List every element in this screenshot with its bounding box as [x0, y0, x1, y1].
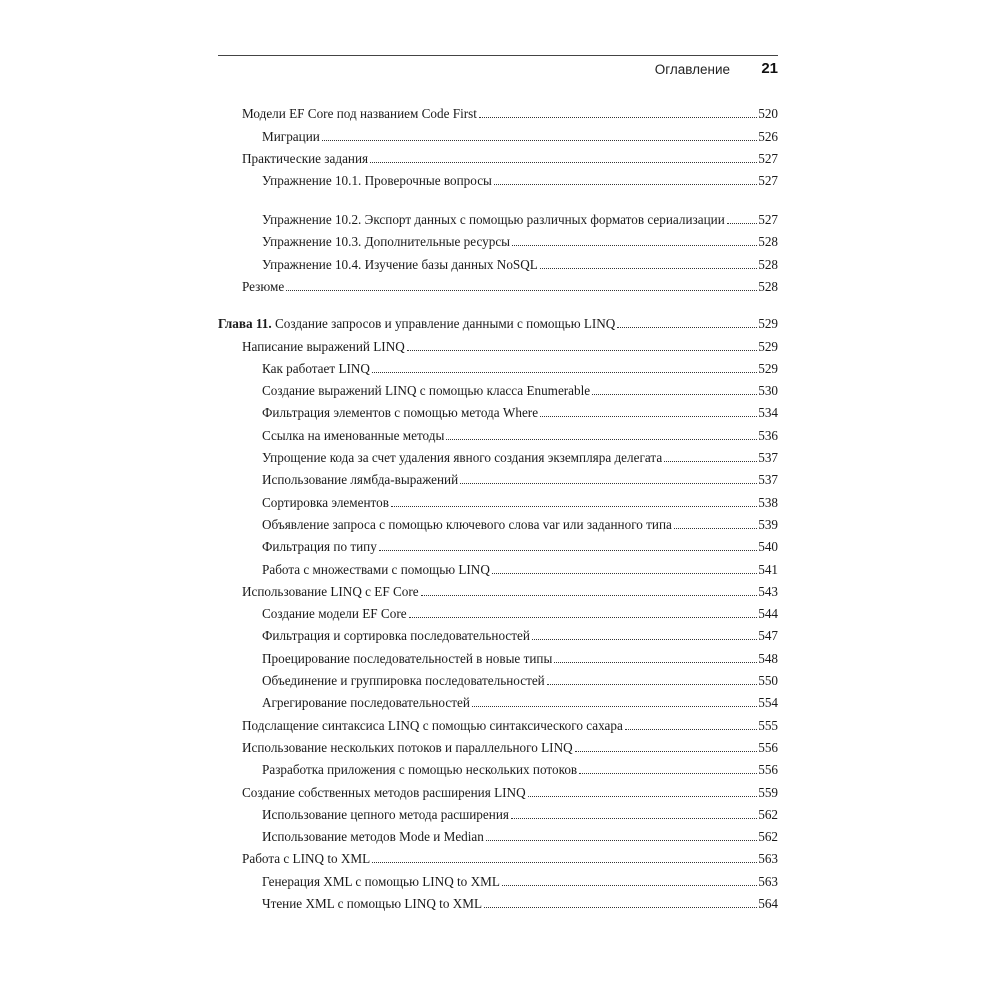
dot-leader: [502, 884, 757, 886]
toc-entry-page: 543: [758, 583, 778, 599]
dot-leader: [484, 906, 757, 908]
toc-entry-page: 562: [758, 829, 778, 845]
toc-entry-title: Резюме: [242, 279, 285, 295]
dot-leader: [372, 371, 757, 373]
toc-entry[interactable]: [218, 647, 778, 669]
dot-leader: [472, 705, 757, 707]
toc-entry[interactable]: [218, 625, 778, 647]
dot-leader: [479, 116, 757, 118]
toc-entry-title: Упражнение 10.4. Изучение базы данных NoSQL: [262, 256, 538, 272]
toc-entry-page: 540: [758, 539, 778, 555]
toc-entry[interactable]: [218, 313, 778, 335]
toc-entry[interactable]: [218, 358, 778, 380]
toc-entry-page: 564: [758, 896, 778, 912]
toc-entry[interactable]: [218, 424, 778, 446]
dot-leader: [460, 482, 757, 484]
toc-entry-page: 536: [758, 427, 778, 443]
toc-entry-title: Фильтрация и сортировка последовательностей: [262, 628, 530, 644]
dot-leader: [674, 527, 757, 529]
toc-entry[interactable]: [218, 714, 778, 736]
toc-entry-page: 537: [758, 472, 778, 488]
toc-entry-title: Упражнение 10.2. Экспорт данных с помощью различных форматов сериализации: [262, 212, 725, 228]
dot-leader: [528, 795, 758, 797]
toc-entry[interactable]: [218, 231, 778, 253]
toc-entry[interactable]: [218, 125, 778, 147]
toc-entry-title: Написание выражений LINQ: [242, 338, 405, 354]
toc-entry-title: Практические задания: [242, 150, 369, 166]
toc-entry-title: Объявление запроса с помощью ключевого слова var или заданного типа: [262, 516, 672, 532]
running-head-title: Оглавление: [654, 62, 730, 77]
toc-entry[interactable]: [218, 103, 778, 125]
toc-section-chapter-11: [218, 313, 778, 915]
dot-leader: [512, 244, 757, 246]
toc-entry[interactable]: [218, 670, 778, 692]
toc-entry-title: Упрощение кода за счет удаления явного создания экземпляра делегата: [262, 450, 663, 466]
toc-entry-title: Объединение и группировка последовательностей: [262, 673, 545, 689]
toc-entry-page: 556: [758, 739, 778, 755]
toc-entry-title: Фильтрация элементов с помощью метода Where: [262, 405, 539, 421]
toc-entry[interactable]: [218, 737, 778, 759]
toc-entry-page: 559: [758, 784, 778, 800]
dot-leader: [492, 572, 757, 574]
toc-entry-title: Создание модели EF Core: [262, 606, 407, 622]
toc-entry-page: 537: [758, 450, 778, 466]
toc-entry-page: 556: [758, 762, 778, 778]
toc-entry[interactable]: [218, 893, 778, 915]
dot-leader: [421, 594, 758, 596]
toc-entry[interactable]: [218, 781, 778, 803]
toc-entry-page: 541: [758, 561, 778, 577]
toc-entry-title: Создание выражений LINQ с помощью класса Enumerable: [262, 383, 591, 399]
toc-entry-page: 520: [758, 106, 778, 122]
toc-entry-title: Упражнение 10.1. Проверочные вопросы: [262, 173, 492, 189]
toc-entry-title: Создание запросов и управление данными с помощью LINQ: [274, 316, 616, 332]
toc-entry-title: Работа с множествами с помощью LINQ: [262, 561, 490, 577]
toc-entry-page: 528: [758, 256, 778, 272]
toc-entry-page: 547: [758, 628, 778, 644]
toc-entry[interactable]: [218, 148, 778, 170]
toc-entry-title: Генерация XML с помощью LINQ to XML: [262, 873, 500, 889]
dot-leader: [446, 438, 757, 440]
toc-entry-title: Использование лямбда-выражений: [262, 472, 459, 488]
dot-leader: [664, 460, 757, 462]
toc-entry[interactable]: [218, 380, 778, 402]
dot-leader: [391, 505, 757, 507]
toc-entry-page: 526: [758, 128, 778, 144]
dot-leader: [409, 616, 758, 618]
dot-leader: [540, 267, 757, 269]
toc-entry-title: Агрегирование последовательностей: [262, 695, 470, 711]
toc-entry-title: Создание собственных методов расширения LINQ: [242, 784, 526, 800]
dot-leader: [592, 393, 757, 395]
dot-leader: [370, 161, 757, 163]
dot-leader: [727, 222, 757, 224]
dot-leader: [286, 289, 757, 291]
toc-entry[interactable]: [218, 447, 778, 469]
toc-entry[interactable]: [218, 581, 778, 603]
toc-entry-title: Ссылка на именованные методы: [262, 427, 445, 443]
dot-leader: [486, 839, 757, 841]
toc-entry-page: 544: [758, 606, 778, 622]
toc-entry-page: 529: [758, 360, 778, 376]
toc-entry-title: Миграции: [262, 128, 320, 144]
dot-leader: [579, 772, 757, 774]
page-number: 21: [761, 60, 778, 77]
dot-leader: [540, 415, 757, 417]
toc-entry-title: Чтение XML с помощью LINQ to XML: [262, 896, 483, 912]
toc-entry-page: 527: [758, 150, 778, 166]
toc-section-previous-chapter: [218, 103, 778, 298]
toc-entry-title: Разработка приложения с помощью нескольких потоков: [262, 762, 578, 778]
toc-entry[interactable]: [218, 759, 778, 781]
toc-entry[interactable]: [218, 253, 778, 275]
toc-entry-title: Использование методов Mode и Median: [262, 829, 484, 845]
toc-entry[interactable]: [218, 335, 778, 357]
dot-leader: [511, 817, 757, 819]
toc-entry-title: Как работает LINQ: [262, 360, 370, 376]
toc-entry-page: 548: [758, 650, 778, 666]
toc-entry-page: 528: [758, 234, 778, 250]
toc-entry-page: 529: [758, 338, 778, 354]
page-header: [218, 55, 778, 84]
toc-entry-title: Модели EF Core под названием Code First: [242, 106, 477, 122]
toc-entry-page: 555: [758, 717, 778, 733]
dot-leader: [494, 183, 757, 185]
toc-entry-page: 563: [758, 873, 778, 889]
toc-entry-title: Работа с LINQ to XML: [242, 851, 371, 867]
dot-leader: [554, 661, 757, 663]
toc-entry[interactable]: [218, 491, 778, 513]
dot-leader: [575, 750, 758, 752]
toc-entry-page: 563: [758, 851, 778, 867]
toc-entry-page: 562: [758, 806, 778, 822]
dot-leader: [547, 683, 757, 685]
toc-entry[interactable]: [218, 603, 778, 625]
toc-entry-page: 530: [758, 383, 778, 399]
toc-entry[interactable]: [218, 558, 778, 580]
toc-entry[interactable]: [218, 170, 778, 192]
toc-entry[interactable]: [218, 402, 778, 424]
toc-entry[interactable]: [218, 276, 778, 298]
dot-leader: [322, 139, 757, 141]
toc-entry-page: 529: [758, 316, 778, 332]
toc-entry[interactable]: [218, 826, 778, 848]
toc-entry-page: 550: [758, 673, 778, 689]
chapter-label: Глава 11.: [218, 316, 272, 332]
toc-entry-title: Упражнение 10.3. Дополнительные ресурсы: [262, 234, 511, 250]
dot-leader: [625, 728, 757, 730]
toc-entry-page: 534: [758, 405, 778, 421]
toc-entry-title: Проецирование последовательностей в новые типы: [262, 650, 553, 666]
toc-entry-title: Сортировка элементов: [262, 494, 389, 510]
toc-entry-page: 527: [758, 173, 778, 189]
toc-entry-page: 554: [758, 695, 778, 711]
toc-entry[interactable]: [218, 848, 778, 870]
toc-entry-title: Использование нескольких потоков и параллельного LINQ: [242, 739, 573, 755]
toc-entry[interactable]: [218, 870, 778, 892]
toc-entry-page: 538: [758, 494, 778, 510]
toc-entry-title: Подслащение синтаксиса LINQ с помощью синтаксического сахара: [242, 717, 623, 733]
dot-leader: [532, 638, 757, 640]
dot-leader: [407, 349, 757, 351]
dot-leader: [617, 326, 757, 328]
toc-entry[interactable]: [218, 469, 778, 491]
toc-entry-title: Использование цепного метода расширения: [262, 806, 509, 822]
toc-entry[interactable]: [218, 536, 778, 558]
toc-entry-page: 527: [758, 212, 778, 228]
toc-entry-page: 528: [758, 279, 778, 295]
toc-entry[interactable]: [218, 514, 778, 536]
toc-entry[interactable]: [218, 692, 778, 714]
toc-entry-page: 539: [758, 516, 778, 532]
toc-entry[interactable]: [218, 804, 778, 826]
dot-leader: [372, 861, 757, 863]
dot-leader: [379, 549, 757, 551]
toc-entry-title: Использование LINQ с EF Core: [242, 583, 419, 599]
toc-entry-title: Фильтрация по типу: [262, 539, 377, 555]
toc-entry[interactable]: [218, 192, 778, 231]
